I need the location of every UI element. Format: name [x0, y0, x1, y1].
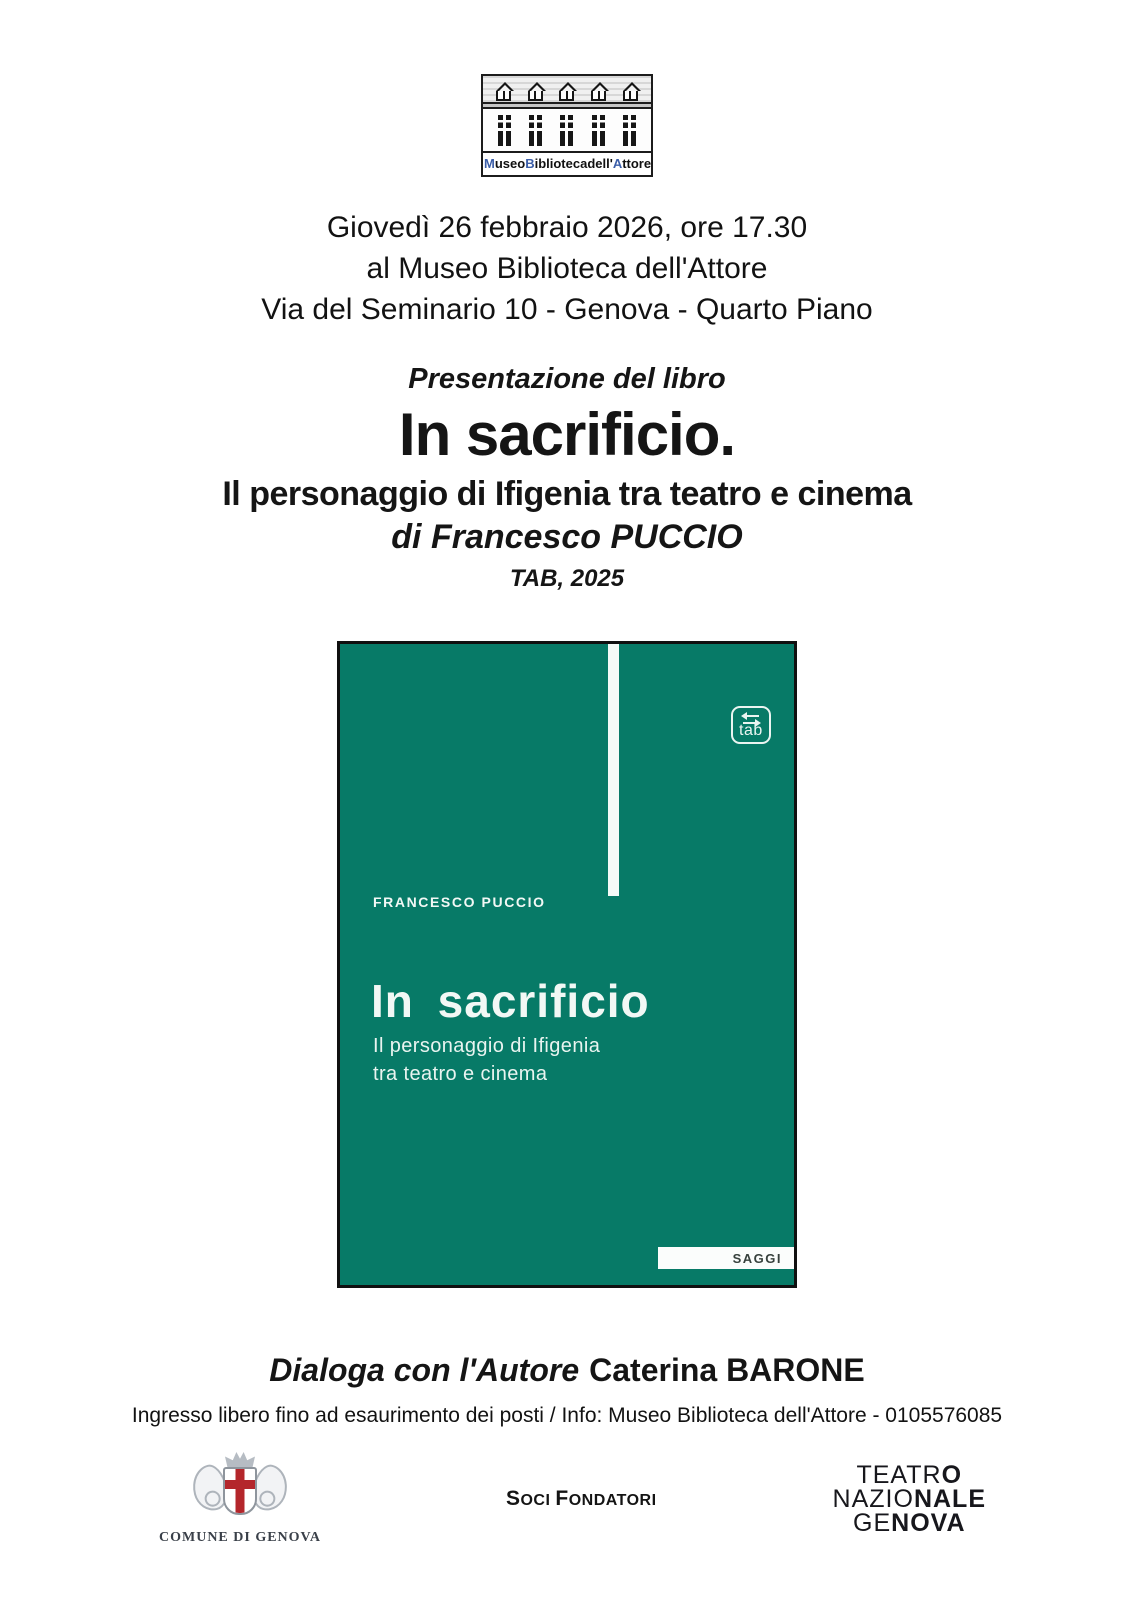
soci-initial: S [505, 1487, 521, 1510]
wordmark-part: ttore [622, 156, 652, 171]
genoa-coat-of-arms-icon [184, 1452, 296, 1524]
series-badge-label: SAGGI [732, 1250, 782, 1266]
wordmark-part: useo [494, 156, 526, 171]
window-icon [560, 115, 573, 146]
crown-icon [225, 1452, 255, 1467]
dialog-moderator-name: Caterina BARONE [589, 1352, 865, 1388]
book-cover-image [337, 641, 797, 1288]
dormer-window-icon [528, 91, 543, 101]
building-roof-illustration [483, 76, 651, 104]
window-icon [592, 115, 605, 146]
wordmark-initial: A [612, 156, 623, 171]
dormer-window-icon [591, 91, 606, 101]
left-arrow-icon [743, 715, 759, 717]
tab-publisher-logo [731, 706, 771, 744]
soci-part: ONDATORI [568, 1492, 657, 1509]
tab-logo-text: tab [739, 722, 763, 739]
admission-info-line: Ingresso libero fino ad esaurimento dei posti / Info: Museo Biblioteca dell'Attore - 0105576085 [131, 1404, 1003, 1427]
teatro-bold-part: O [941, 1461, 963, 1489]
dormer-window-icon [559, 91, 574, 101]
logo-wordmark [483, 151, 651, 175]
dialog-line [0, 1352, 1134, 1389]
soci-fondatori-label [506, 1487, 657, 1511]
window-icon [529, 115, 542, 146]
dialog-italic-part: Dialoga con l'Autore [269, 1352, 580, 1388]
cover-author-name: FRANCESCO PUCCIO [373, 894, 546, 910]
teatro-bold-part: NALE [913, 1485, 986, 1513]
teatro-light-part: NAZIO [832, 1485, 914, 1513]
museo-biblioteca-attore-logo [481, 74, 653, 177]
teatro-logo-line1 [833, 1463, 986, 1487]
teatro-nazionale-genova-logo [833, 1463, 986, 1535]
book-subtitle-heading: Il personaggio di Ifigenia tra teatro e cinema [222, 475, 912, 513]
dormer-window-icon [496, 91, 511, 101]
event-date-line: Giovedì 26 febbraio 2026, ore 17.30 [326, 211, 808, 244]
teatro-logo-line2 [833, 1487, 986, 1511]
cover-subtitle [373, 1032, 600, 1088]
dormer-window-icon [623, 91, 638, 101]
series-badge [658, 1247, 794, 1269]
soci-part: OCI [520, 1492, 556, 1509]
teatro-bold-part: NOVA [891, 1509, 966, 1537]
wordmark-part: ibliotecadell' [534, 156, 613, 171]
window-icon [623, 115, 636, 146]
cover-title: In sacrificio [371, 975, 650, 1027]
book-title-heading: In sacrificio. [398, 401, 736, 468]
event-venue-line: al Museo Biblioteca dell'Attore [366, 252, 768, 285]
wordmark-initial: B [525, 156, 535, 171]
wordmark-initial: M [484, 156, 495, 171]
soci-initial: F [555, 1487, 569, 1510]
comune-label: COMUNE DI GENOVA [159, 1530, 321, 1545]
comune-di-genova-logo [150, 1452, 330, 1546]
footer-logos [0, 1452, 1134, 1546]
event-address-line: Via del Seminario 10 - Genova - Quarto Piano [261, 293, 873, 326]
book-edition-line: TAB, 2025 [509, 565, 625, 592]
teatro-light-part: GE [853, 1509, 892, 1537]
cover-subtitle-line1: Il personaggio di Ifigenia [373, 1035, 601, 1057]
building-facade-illustration [483, 109, 651, 151]
teatro-logo-line3 [833, 1511, 986, 1535]
presentation-kicker: Presentazione del libro [408, 363, 726, 395]
window-icon [498, 115, 511, 146]
event-details [0, 207, 1134, 330]
cover-vertical-stripe [608, 644, 619, 896]
shield-cross-icon [223, 1467, 257, 1515]
teatro-light-part: TEATR [856, 1461, 942, 1489]
cover-subtitle-line2: tra teatro e cinema [373, 1063, 548, 1085]
book-author-line: di Francesco PUCCIO [391, 518, 743, 556]
